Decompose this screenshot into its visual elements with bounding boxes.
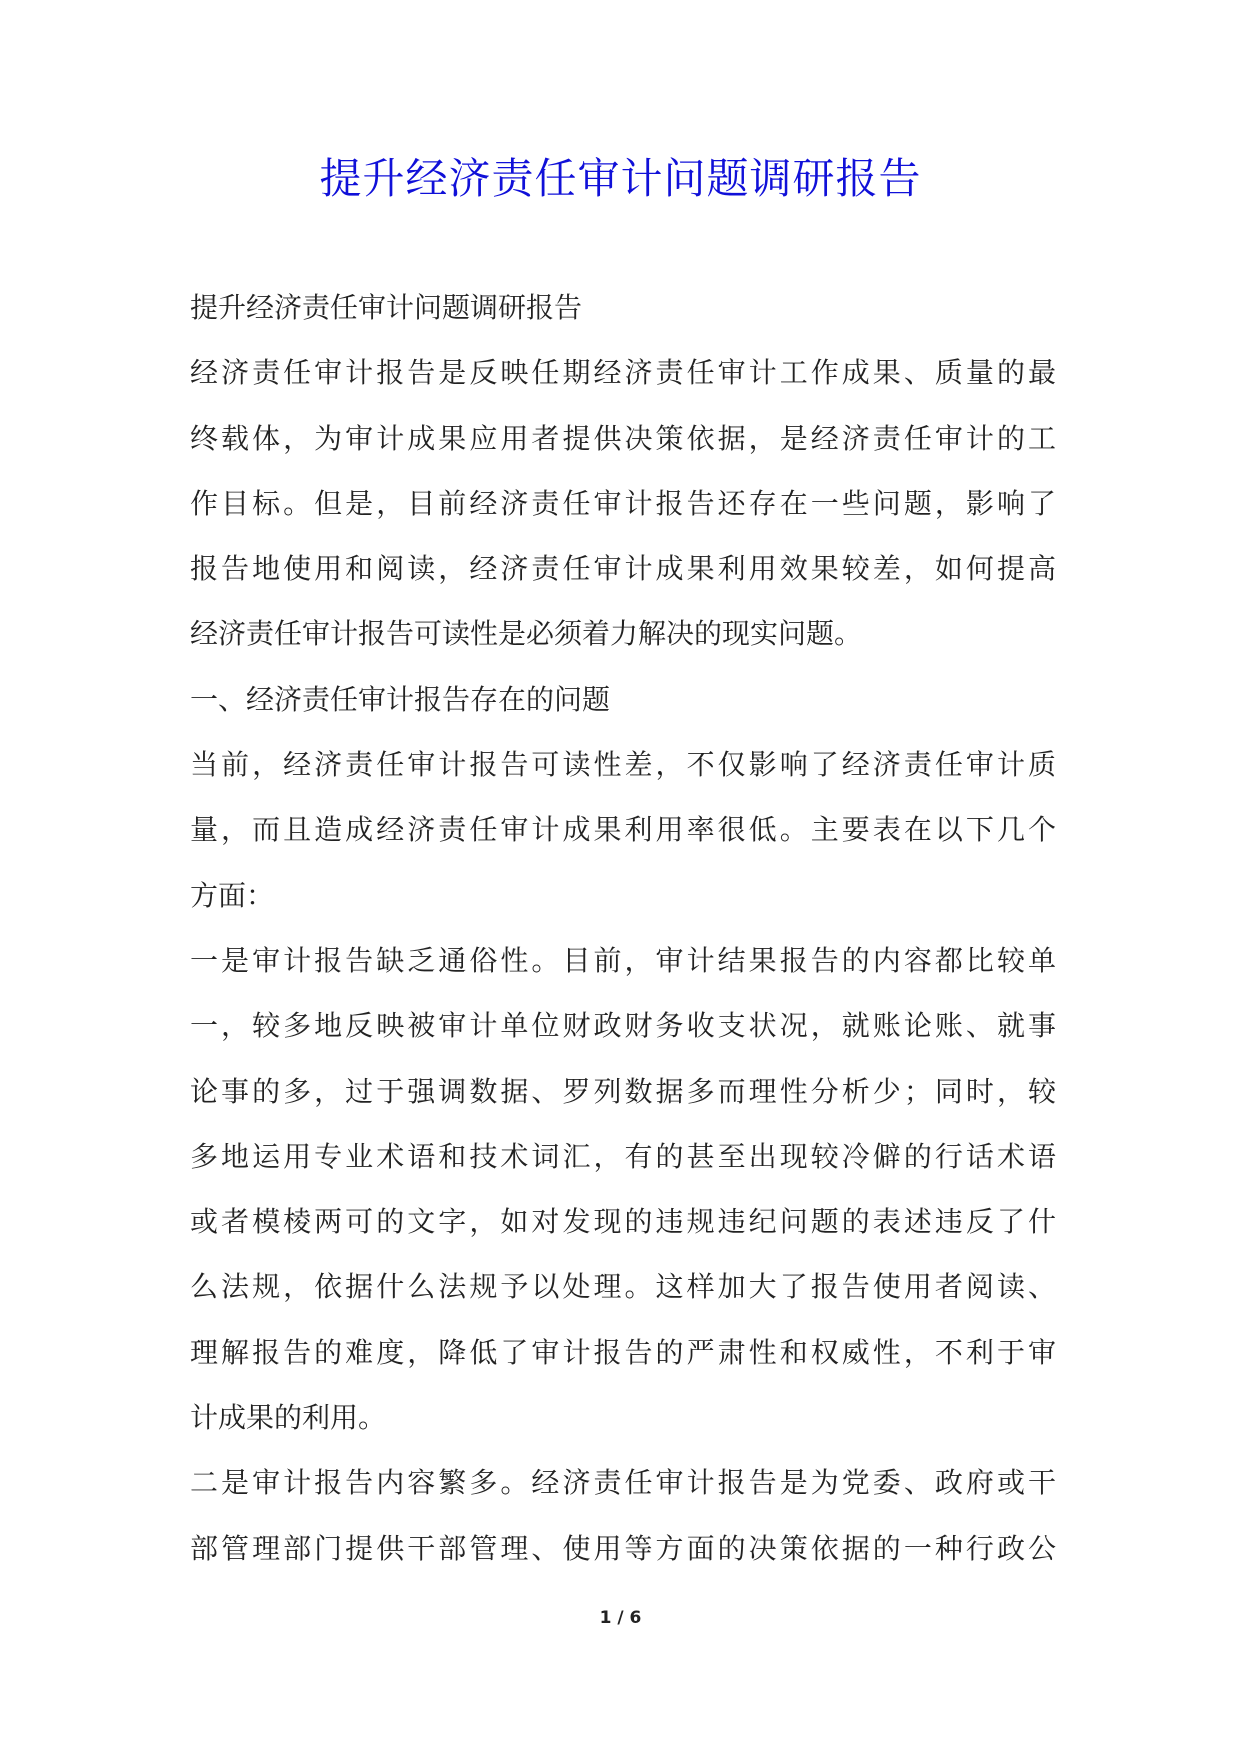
body-text-line: 经济责任审计报告可读性是必须着力解决的现实问题。 [190,617,863,651]
body-text-line: 一、经济责任审计报告存在的问题 [190,682,611,716]
document-title: 提升经济责任审计问题调研报告 [319,154,922,203]
document-body [190,284,1056,1590]
body-text-line: 当前，经济责任审计报告可读性差，不仅影响了经济责任审计质 [190,748,1056,782]
body-text-line: 报告地使用和阅读，经济责任审计成果利用效果较差，如何提高 [190,552,1056,586]
body-text-line: 经济责任审计报告是反映任期经济责任审计工作成果、质量的最 [190,356,1056,390]
body-text-line: 论事的多，过于强调数据、罗列数据多而理性分析少；同时，较 [190,1074,1056,1108]
body-text-line: 方面： [190,878,275,912]
body-text-line: 提升经济责任审计问题调研报告 [190,291,583,324]
body-text-line: 二是审计报告内容繁多。经济责任审计报告是为党委、政府或干 [190,1466,1056,1500]
body-text-line: 部管理部门提供干部管理、使用等方面的决策依据的一种行政公 [190,1531,1056,1565]
body-text-line: 理解报告的难度，降低了审计报告的严肃性和权威性，不利于审 [190,1335,1056,1369]
body-text-line: 多地运用专业术语和技术词汇，有的甚至出现较冷僻的行话术语 [190,1139,1056,1173]
body-text-line: 计成果的利用。 [190,1401,387,1435]
body-text-line: 或者模棱两可的文字，如对发现的违规违纪问题的表述违反了什 [190,1205,1056,1239]
body-text-line: 一，较多地反映被审计单位财政财务收支状况，就账论账、就事 [190,1009,1056,1043]
page-number: 1 / 6 [599,1608,642,1628]
body-text-line: 么法规，依据什么法规予以处理。这样加大了报告使用者阅读、 [190,1270,1056,1304]
body-text-line: 量，而且造成经济责任审计成果利用率很低。主要表在以下几个 [190,813,1056,847]
body-text-line: 作目标。但是，目前经济责任审计报告还存在一些问题，影响了 [190,486,1056,520]
body-text-line: 一是审计报告缺乏通俗性。目前，审计结果报告的内容都比较单 [190,943,1056,977]
body-text-line: 终载体，为审计成果应用者提供决策依据，是经济责任审计的工 [190,421,1056,455]
